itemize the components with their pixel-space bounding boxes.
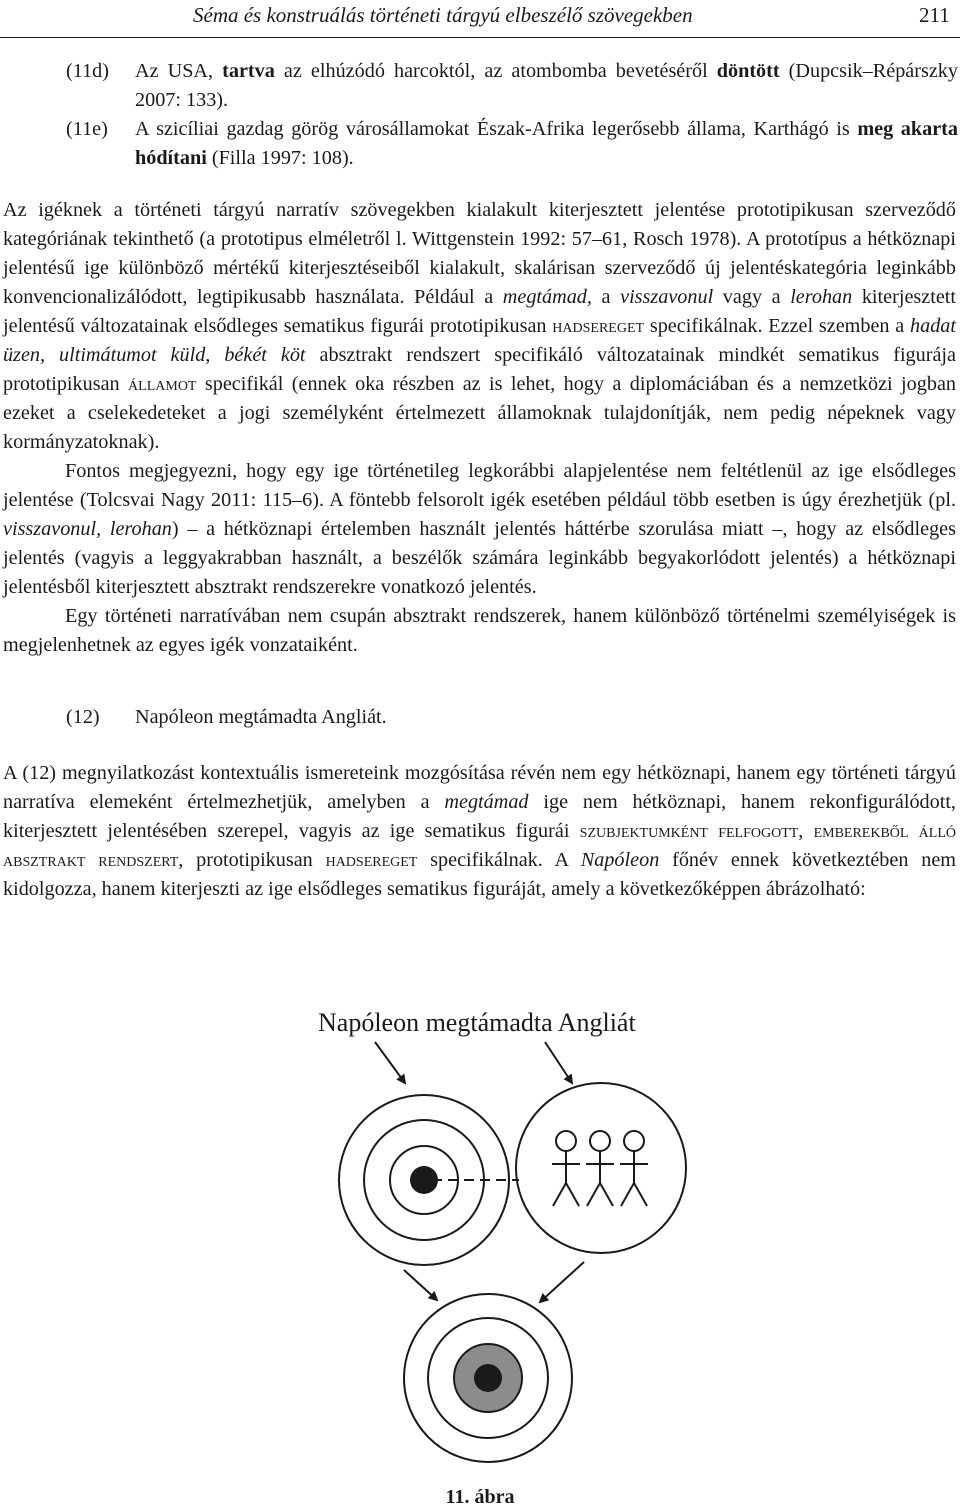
body-text-2 <box>3 759 956 904</box>
figure-caption: 11. ábra <box>445 1486 515 1508</box>
example-number: (12) <box>66 706 100 728</box>
figure-11-diagram <box>250 1000 730 1500</box>
arrow-left-to-bottom <box>404 1270 437 1300</box>
paragraph-4: A (12) megnyilatkozást kontextuális ismereteink mozgósítása révén nem egy hétköznapi, hanem egy történeti tárgyú narratíva elemeként értelmezhetjük, amelyben a megtámad ige nem hétköznapi, hanem rekonfigurálódott, kiterjesztett jelentésében szerepel, vagyis az ige sematikus figurái szubjektumként felfogott, emberekből álló absztrakt rendszert, prototipikusan hadsereget specifikálnak. A Napóleon főnév ennek következtében nem kidolgozza, hanem kiterjeszti az ige elsődleges sematikus figuráját, amely a következőképpen ábrázolható: <box>3 762 956 900</box>
arrow-right-to-bottom <box>540 1262 584 1302</box>
army-circle <box>516 1083 686 1253</box>
example-number: (11d) <box>66 60 109 82</box>
bottom-target <box>404 1294 572 1462</box>
page-header <box>0 0 960 42</box>
bold-verb: döntött <box>716 60 780 82</box>
paragraph-2: Fontos megjegyezni, hogy egy ige történetileg legkorábbi alapjelentése nem feltétlenül az ige elsődleges jelentése (Tolcsvai Nagy 2011: 115–6). A föntebb felsorolt igék esetében például több esetben is úgy érezhetjük (pl. visszavonul, lerohan) – a hétköznapi értelemben használt jelentés háttérbe szorulása miatt –, hogy az elsődleges jelentés (vagyis a leggyakrabban használt, a beszélők számára leginkább begyakorlódott jelentés) a hétköznapi jelentésből kiterjesztett absztrakt rendszerekre vonatkozó jelentés. <box>3 460 956 598</box>
body-text <box>3 196 956 660</box>
person-icon <box>620 1131 648 1206</box>
bold-verb: tartva <box>222 60 275 82</box>
header-rule <box>0 37 960 38</box>
example-text: A szicíliai gazdag görög városállamokat Észak-Afrika legerősebb állama, Karthágó is meg akarta hódítani (Filla 1997: 108). <box>135 118 958 169</box>
example-number: (11e) <box>66 118 108 140</box>
paragraph-1: Az igéknek a történeti tárgyú narratív szövegekben kialakult kiterjesztett jelentése prototipikusan szerveződő kategóriának tekinthető (a prototipus elméletről l. Wittgenstein 1992: 57–61, Rosch 1978). A prototípus a hétköznapi jelentésű ige különböző mértékű kiterjesztéseiből kialakult, skalárisan szerveződő új jelentéskategória leginkább konvencionalizálódott, legtipikusabb használata. Például a megtámad, a visszavonul vagy a lerohan kiterjesztett jelentésű változatainak elsődleges sematikus figurái prototipikusan hadsereget specifikálnak. Ezzel szemben a hadat üzen, ultimátumot küld, békét köt absztrakt rendszert specifikáló változatainak mindkét sematikus figurája prototipikusan államot specifikál (ennek oka részben az is lehet, hogy a diplomáciában és a nemzetközi jogban ezeket a cselekedeteket a jogi személyként értelmezett államoknak tulajdonítják, nem pedig népeknek vagy kormányzatoknak). <box>3 199 957 453</box>
bold-verb: meg akarta hódítani <box>135 118 958 169</box>
arrow-to-left-target <box>375 1042 405 1083</box>
paragraph-3: Egy történeti narratívában nem csupán absztrakt rendszerek, hanem különböző történelmi személyiségek is megjelenhetnek az egyes igék vonzataiként. <box>3 605 956 656</box>
example-text: Napóleon megtámadta Angliát. <box>135 706 387 728</box>
arrow-to-army-circle <box>545 1042 572 1083</box>
person-icon <box>586 1131 614 1206</box>
page-number: 211 <box>919 3 950 27</box>
running-title: Séma és konstruálás történeti tárgyú elbeszélő szövegekben <box>193 3 693 27</box>
figure-title: Napóleon megtámadta Angliát <box>318 1008 636 1037</box>
person-icon <box>552 1131 580 1206</box>
example-text: Az USA, tartva az elhúzódó harcoktól, az atombomba bevetéséről döntött (Dupcsik–Répárszky 2007: 133). <box>135 60 958 111</box>
